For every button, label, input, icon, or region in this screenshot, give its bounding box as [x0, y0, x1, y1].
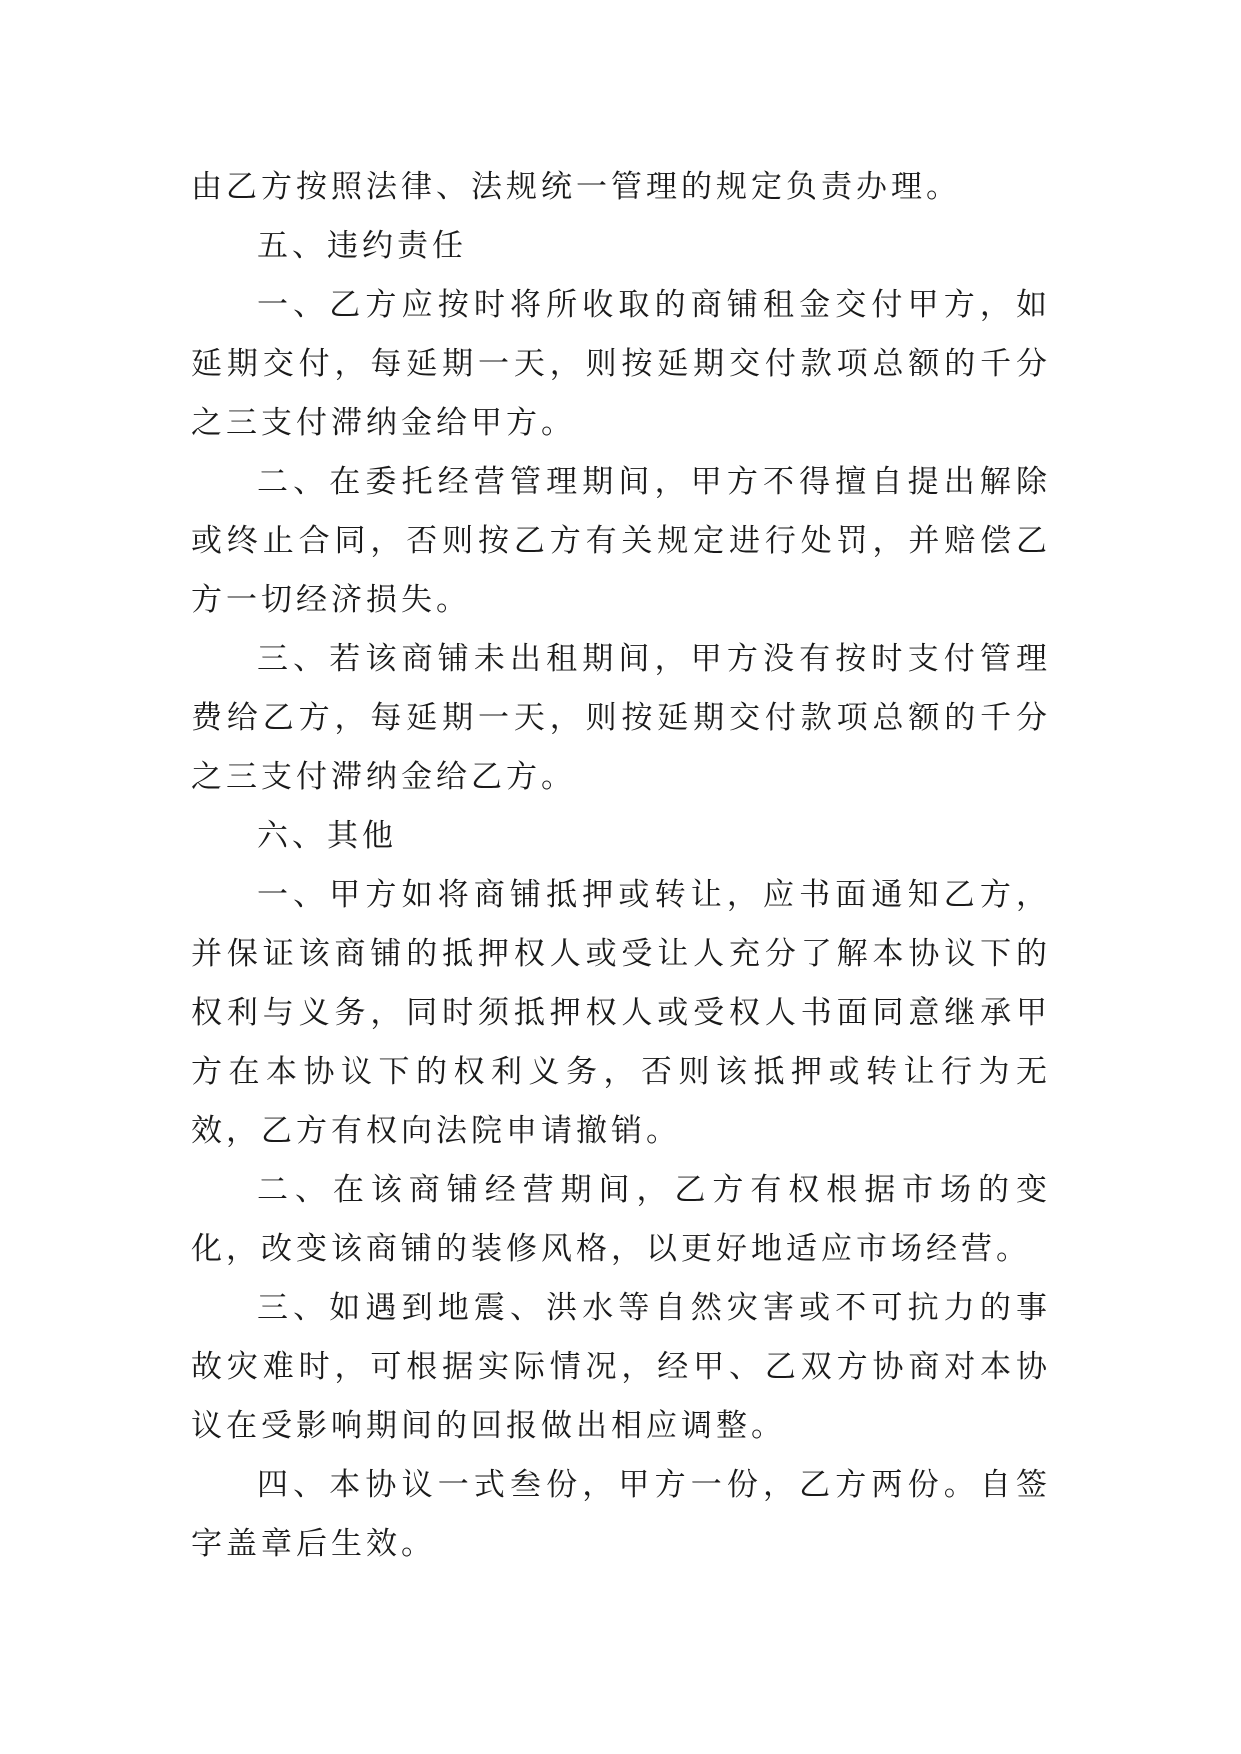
paragraph-other-3: 三、如遇到地震、洪水等自然灾害或不可抗力的事故灾难时，可根据实际情况，经甲、乙双方协商对本协议在受影响期间的回报做出相应调整。 [191, 1290, 1051, 1444]
section-heading-other: 六、其他 [257, 818, 397, 854]
paragraph-continuation: 由乙方按照法律、法规统一管理的规定负责办理。 [191, 169, 961, 205]
paragraph-other-2: 二、在该商铺经营期间，乙方有权根据市场的变化，改变该商铺的装修风格，以更好地适应市场经营。 [191, 1172, 1051, 1267]
document-body [191, 158, 1051, 1574]
paragraph-breach-3: 三、若该商铺未出租期间，甲方没有按时支付管理费给乙方，每延期一天，则按延期交付款项总额的千分之三支付滞纳金给乙方。 [191, 641, 1051, 795]
paragraph-other-4: 四、本协议一式叁份，甲方一份，乙方两份。自签字盖章后生效。 [191, 1467, 1051, 1562]
paragraph-other-1: 一、甲方如将商铺抵押或转让，应书面通知乙方，并保证该商铺的抵押权人或受让人充分了解本协议下的权利与义务，同时须抵押权人或受权人书面同意继承甲方在本协议下的权利义务，否则该抵押或转让行为无效，乙方有权向法院申请撤销。 [191, 877, 1051, 1149]
section-heading-breach-liability: 五、违约责任 [257, 228, 467, 264]
paragraph-breach-2: 二、在委托经营管理期间，甲方不得擅自提出解除或终止合同，否则按乙方有关规定进行处罚，并赔偿乙方一切经济损失。 [191, 464, 1051, 618]
paragraph-breach-1: 一、乙方应按时将所收取的商铺租金交付甲方，如延期交付，每延期一天，则按延期交付款项总额的千分之三支付滞纳金给甲方。 [191, 287, 1051, 441]
